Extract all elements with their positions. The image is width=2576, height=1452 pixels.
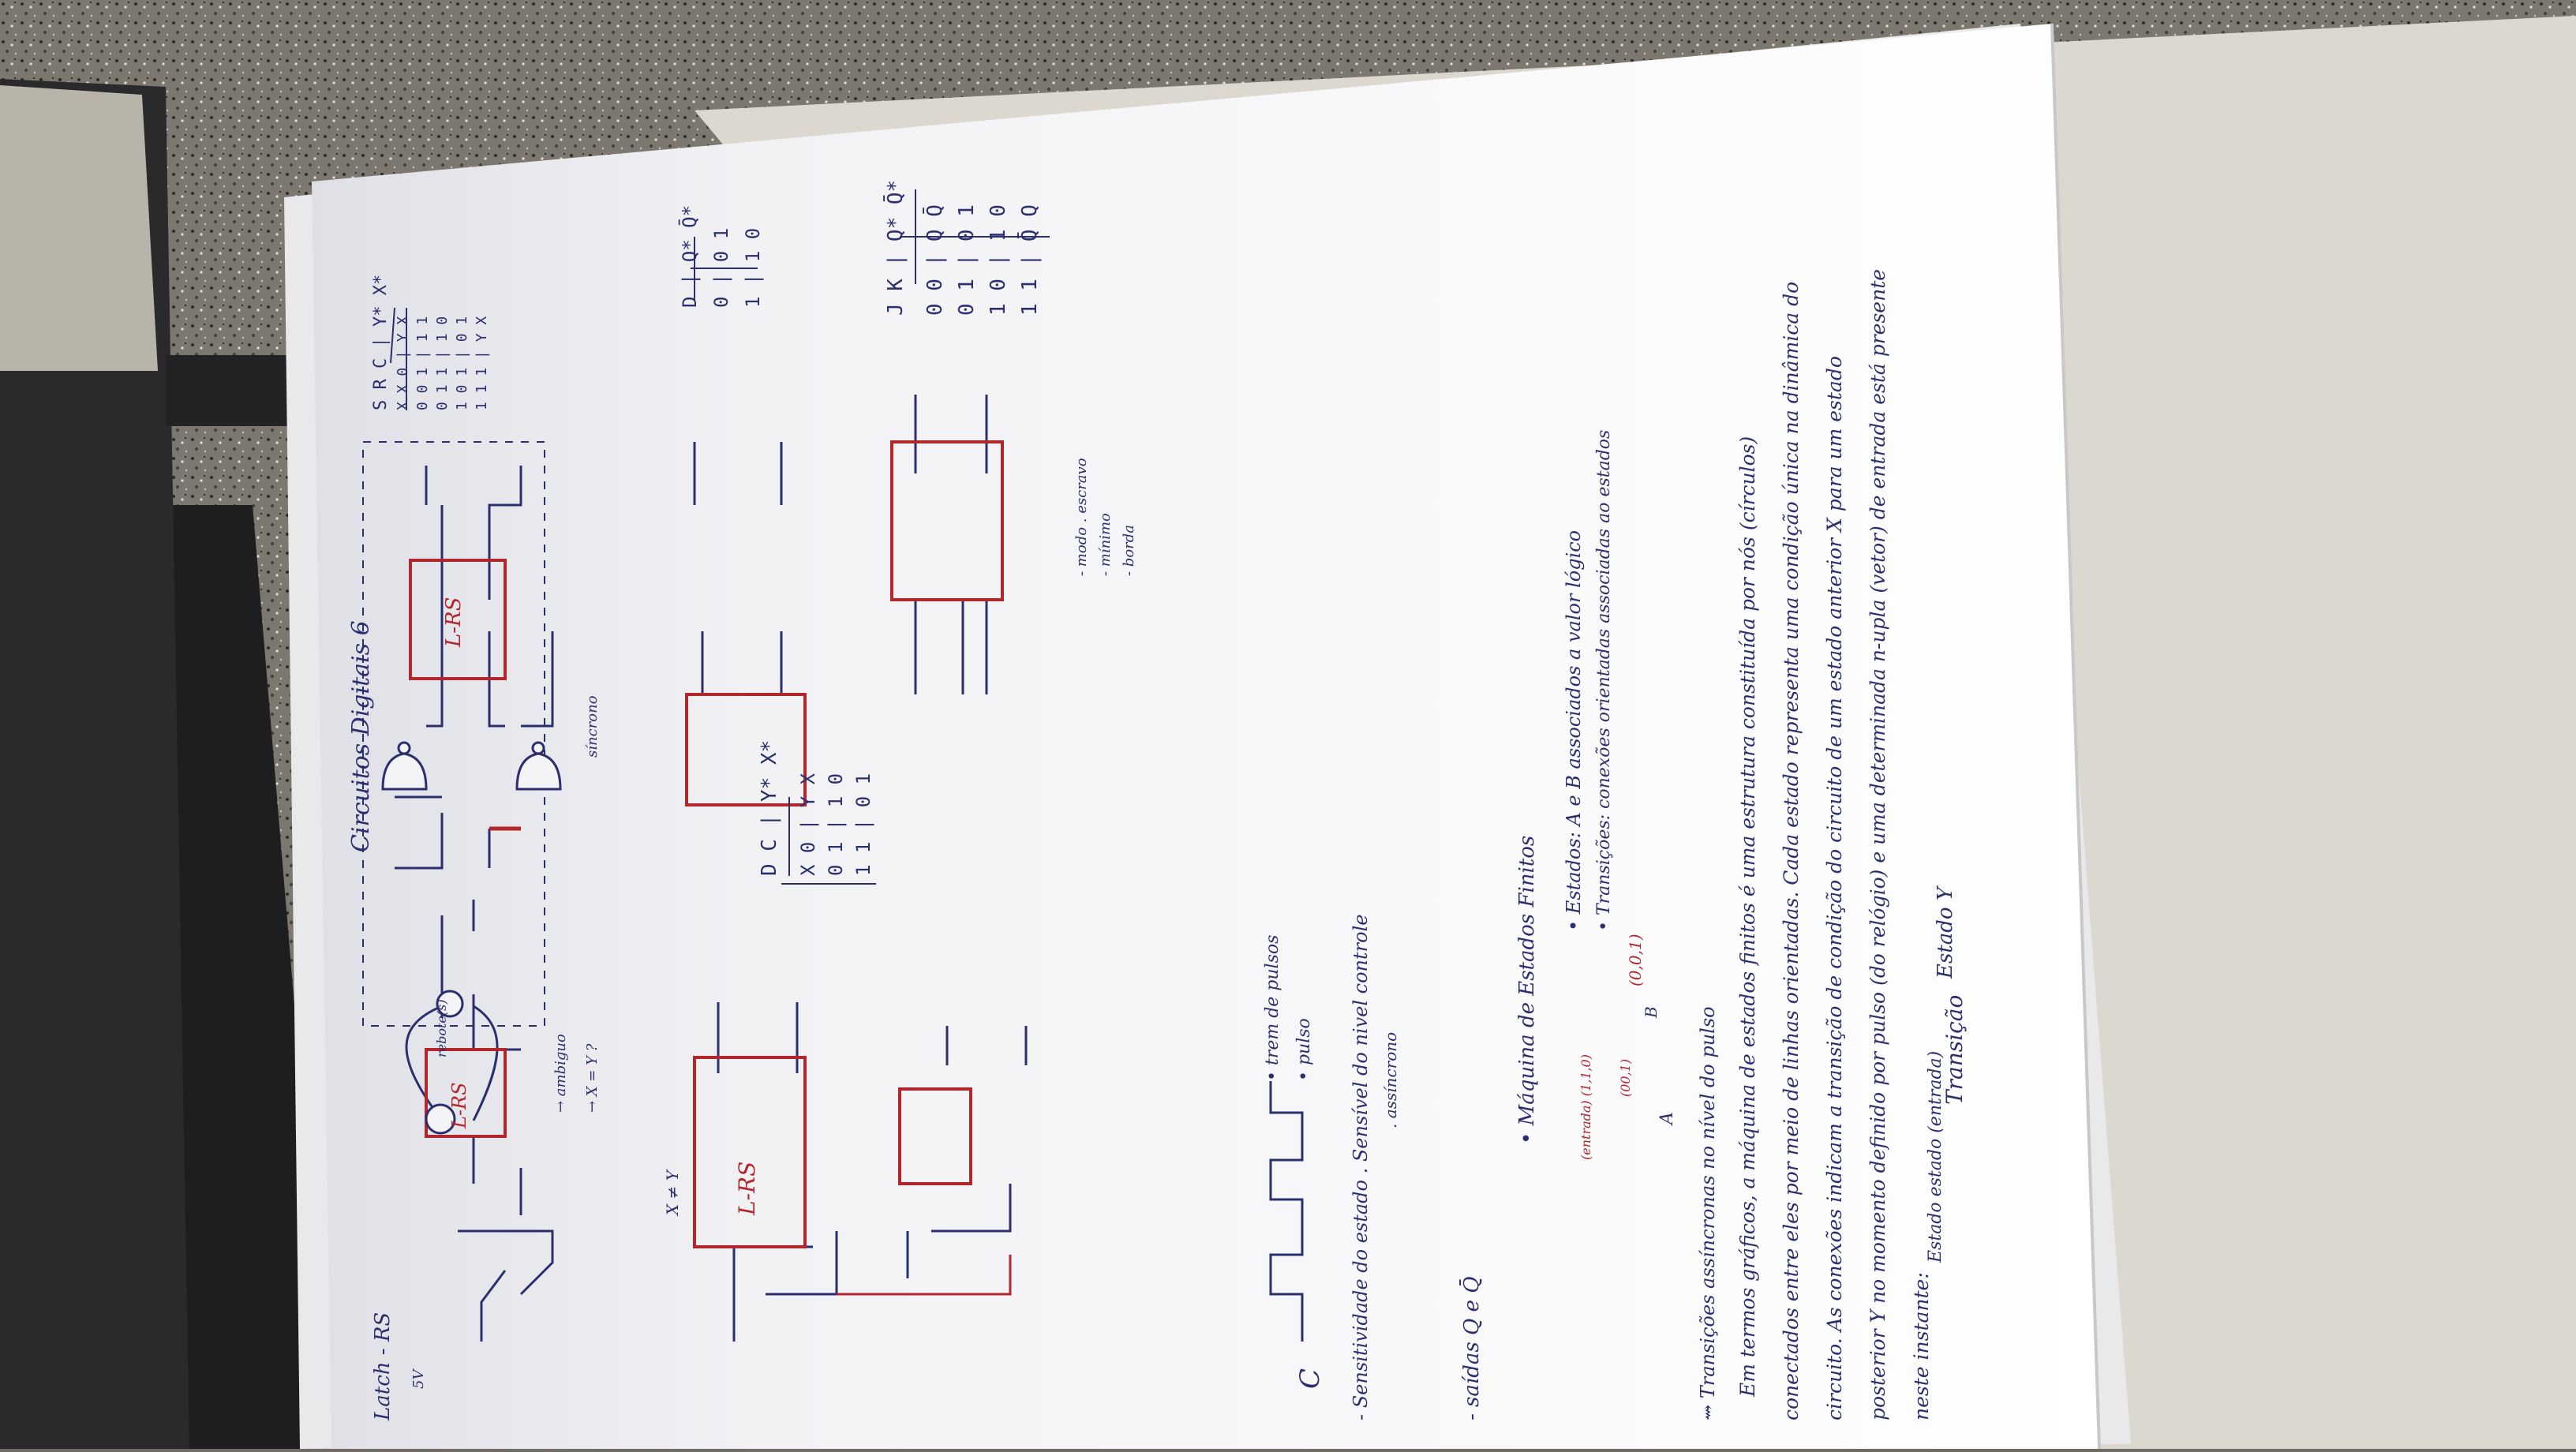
gated-table-row-3: 1 1 | 0 1 bbox=[852, 773, 874, 876]
fsm-edge-bottom: (0,0,1) bbox=[1626, 934, 1645, 986]
paragraph-line-1: ⇝ Transições assíncronas no nível do pulso bbox=[1697, 1006, 1719, 1420]
paragraph-line-3: conectados entre eles por meio de linhas orientadas. Cada estado representa uma condição única na dinâmica do bbox=[1780, 281, 1803, 1420]
fsm-states-note: • Estados: A e B associados a valor lógico bbox=[1563, 530, 1585, 931]
bottom-right: Estado Y bbox=[1934, 887, 1957, 979]
fsm-state-a: A bbox=[1657, 1112, 1677, 1125]
gated-table-row-2: 0 1 | 1 0 bbox=[825, 773, 847, 876]
fsm-state-b: B bbox=[1642, 1006, 1661, 1018]
d-table-header: D | Q* Q̄* bbox=[679, 204, 701, 308]
block-large-label: L-RS bbox=[734, 1161, 760, 1215]
sensitivity-note: - Sensitividade do estado . Sensível do nivel controle bbox=[1350, 914, 1372, 1420]
pulse-note-2: • pulso bbox=[1294, 1018, 1314, 1081]
fsm-transitions-note: • Transições: conexões orientadas associadas ao estados bbox=[1594, 429, 1614, 931]
jk-note-2: - mínimo bbox=[1097, 513, 1114, 576]
bottom-left: Estado estado (entrada) bbox=[1926, 1050, 1945, 1263]
jk-table-row-2: 0 1 | 0 1 bbox=[955, 204, 979, 316]
master-table-row-3: 0 1 1 | 1 0 bbox=[434, 316, 451, 410]
jk-table-header: J K | Q* Q̄* bbox=[884, 179, 908, 316]
latch-note-1: → ambiguo bbox=[552, 1034, 569, 1113]
jk-table-row-4: 1 1 | Q̄ Q bbox=[1018, 204, 1042, 316]
jk-note-3: - borda bbox=[1121, 524, 1137, 576]
latch-voltage: 5V bbox=[410, 1369, 427, 1389]
sensitivity-sub: . assíncrono bbox=[1381, 1031, 1400, 1128]
block-small-label: L-RS bbox=[448, 1082, 470, 1128]
master-note: síncrono bbox=[584, 695, 601, 758]
master-table-row-4: 1 0 1 | 0 1 bbox=[454, 316, 470, 410]
fsm-heading: • Máquina de Estados Finitos bbox=[1515, 835, 1539, 1144]
fsm-edge-top: (entrada) (1,1,0) bbox=[1578, 1054, 1593, 1160]
clock-label: C bbox=[1294, 1368, 1326, 1389]
latch-rebote: rebote(s) bbox=[434, 999, 449, 1057]
jk-table-row-1: 0 0 | Q Q̄ bbox=[923, 204, 947, 316]
gated-table-header: D C | Y* X* bbox=[758, 739, 781, 876]
jk-note-1: - modo . escravo bbox=[1073, 458, 1090, 576]
block-master-label: L-RS bbox=[442, 597, 466, 647]
master-table-header: S R C | Y* X* bbox=[371, 274, 391, 410]
fsm-edge-mid: (00,1) bbox=[1618, 1058, 1633, 1097]
pulse-note-1: • trem de pulsos bbox=[1263, 934, 1282, 1081]
master-table-row-5: 1 1 1 | Y X bbox=[474, 316, 490, 410]
master-table-row-2: 0 0 1 | 1 1 bbox=[414, 316, 431, 410]
d-table-row-2: 1 | 1 0 bbox=[742, 227, 764, 308]
outputs-note: - saídas Q e Q̄ bbox=[1460, 1276, 1484, 1420]
gated-xy: X ≠ Y bbox=[663, 1170, 682, 1215]
master-table-row-1: X X 0 | Y X bbox=[395, 316, 411, 410]
latch-note-2: → X = Y ? bbox=[584, 1043, 601, 1113]
paragraph-line-2: Em termos gráficos, a máquina de estados finitos é uma estrutura constituída por nós (círculos) bbox=[1736, 436, 1759, 1397]
bottom-middle: Transição bbox=[1941, 994, 1968, 1105]
paragraph-line-4: circuito. As conexões indicam a transição de condição do circuito de um estado anterior X para um estado bbox=[1823, 356, 1846, 1420]
notebook-page bbox=[312, 24, 2099, 1449]
jk-table-row-3: 1 0 | 1 0 bbox=[987, 204, 1010, 316]
latch-heading: Latch - RS bbox=[371, 1312, 395, 1420]
d-table-row-1: 0 | 0 1 bbox=[710, 227, 732, 308]
paragraph-line-5: posterior Y no momento definido por pulso (do relógio) e uma determinada n-upla (vetor) de entrada está presente bbox=[1866, 268, 1889, 1420]
gated-table-row-1: X 0 | Y X bbox=[797, 773, 819, 876]
paragraph-line-6: neste instante: bbox=[1910, 1272, 1933, 1420]
page-title: Circuitos Digitais 6 bbox=[347, 620, 375, 852]
